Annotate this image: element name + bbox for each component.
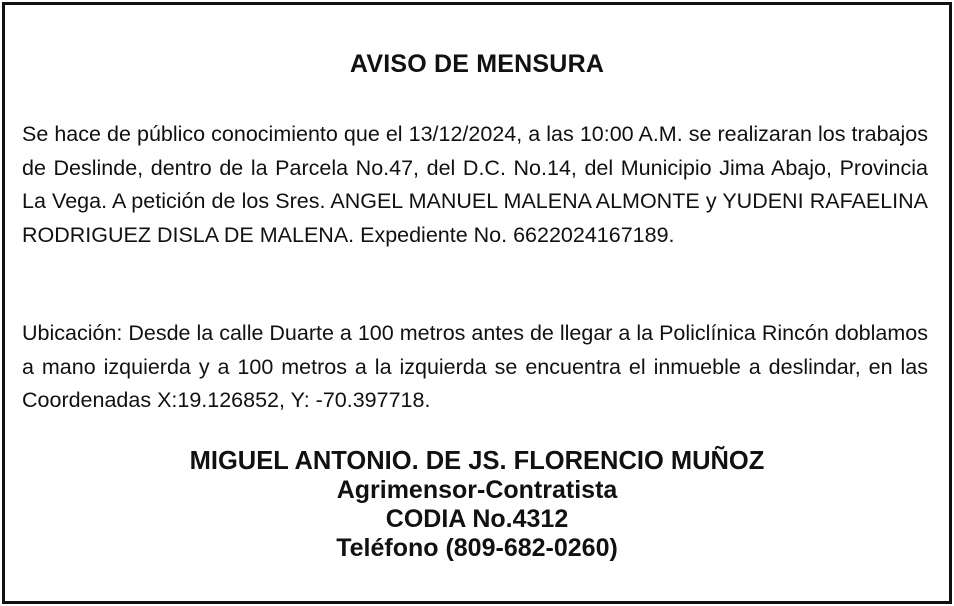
surveyor-role: Agrimensor-Contratista bbox=[336, 476, 618, 504]
notice-frame bbox=[2, 2, 952, 604]
codia-number: CODIA No.4312 bbox=[385, 505, 569, 533]
notice-paragraph-location: Ubicación: Desde la calle Duarte a 100 metros antes de llegar a la Policlínica Rincón doblamos a mano izquierda y a 100 metros a la izquierda se encuentra el inmueble a deslindar, en las Coordenadas X:19.126852, Y: -70.397718. bbox=[22, 321, 928, 412]
signature-block bbox=[5, 446, 949, 563]
surveyor-name: MIGUEL ANTONIO. DE JS. FLORENCIO MUÑOZ bbox=[189, 447, 765, 475]
phone-number: Teléfono (809-682-0260) bbox=[336, 534, 618, 562]
notice-paragraph-schedule: Se hace de público conocimiento que el 13/12/2024, a las 10:00 A.M. se realizaran los trabajos de Deslinde, dentro de la Parcela No.47, del D.C. No.14, del Municipio Jima Abajo, Provincia La Vega. A petición de los Sres. ANGEL MANUEL MALENA ALMONTE y YUDENI RAFAELINA RODRIGUEZ DISLA DE MALENA. Expediente No. 6622024167189. bbox=[22, 122, 928, 247]
notice-title: AVISO DE MENSURA bbox=[349, 50, 605, 78]
